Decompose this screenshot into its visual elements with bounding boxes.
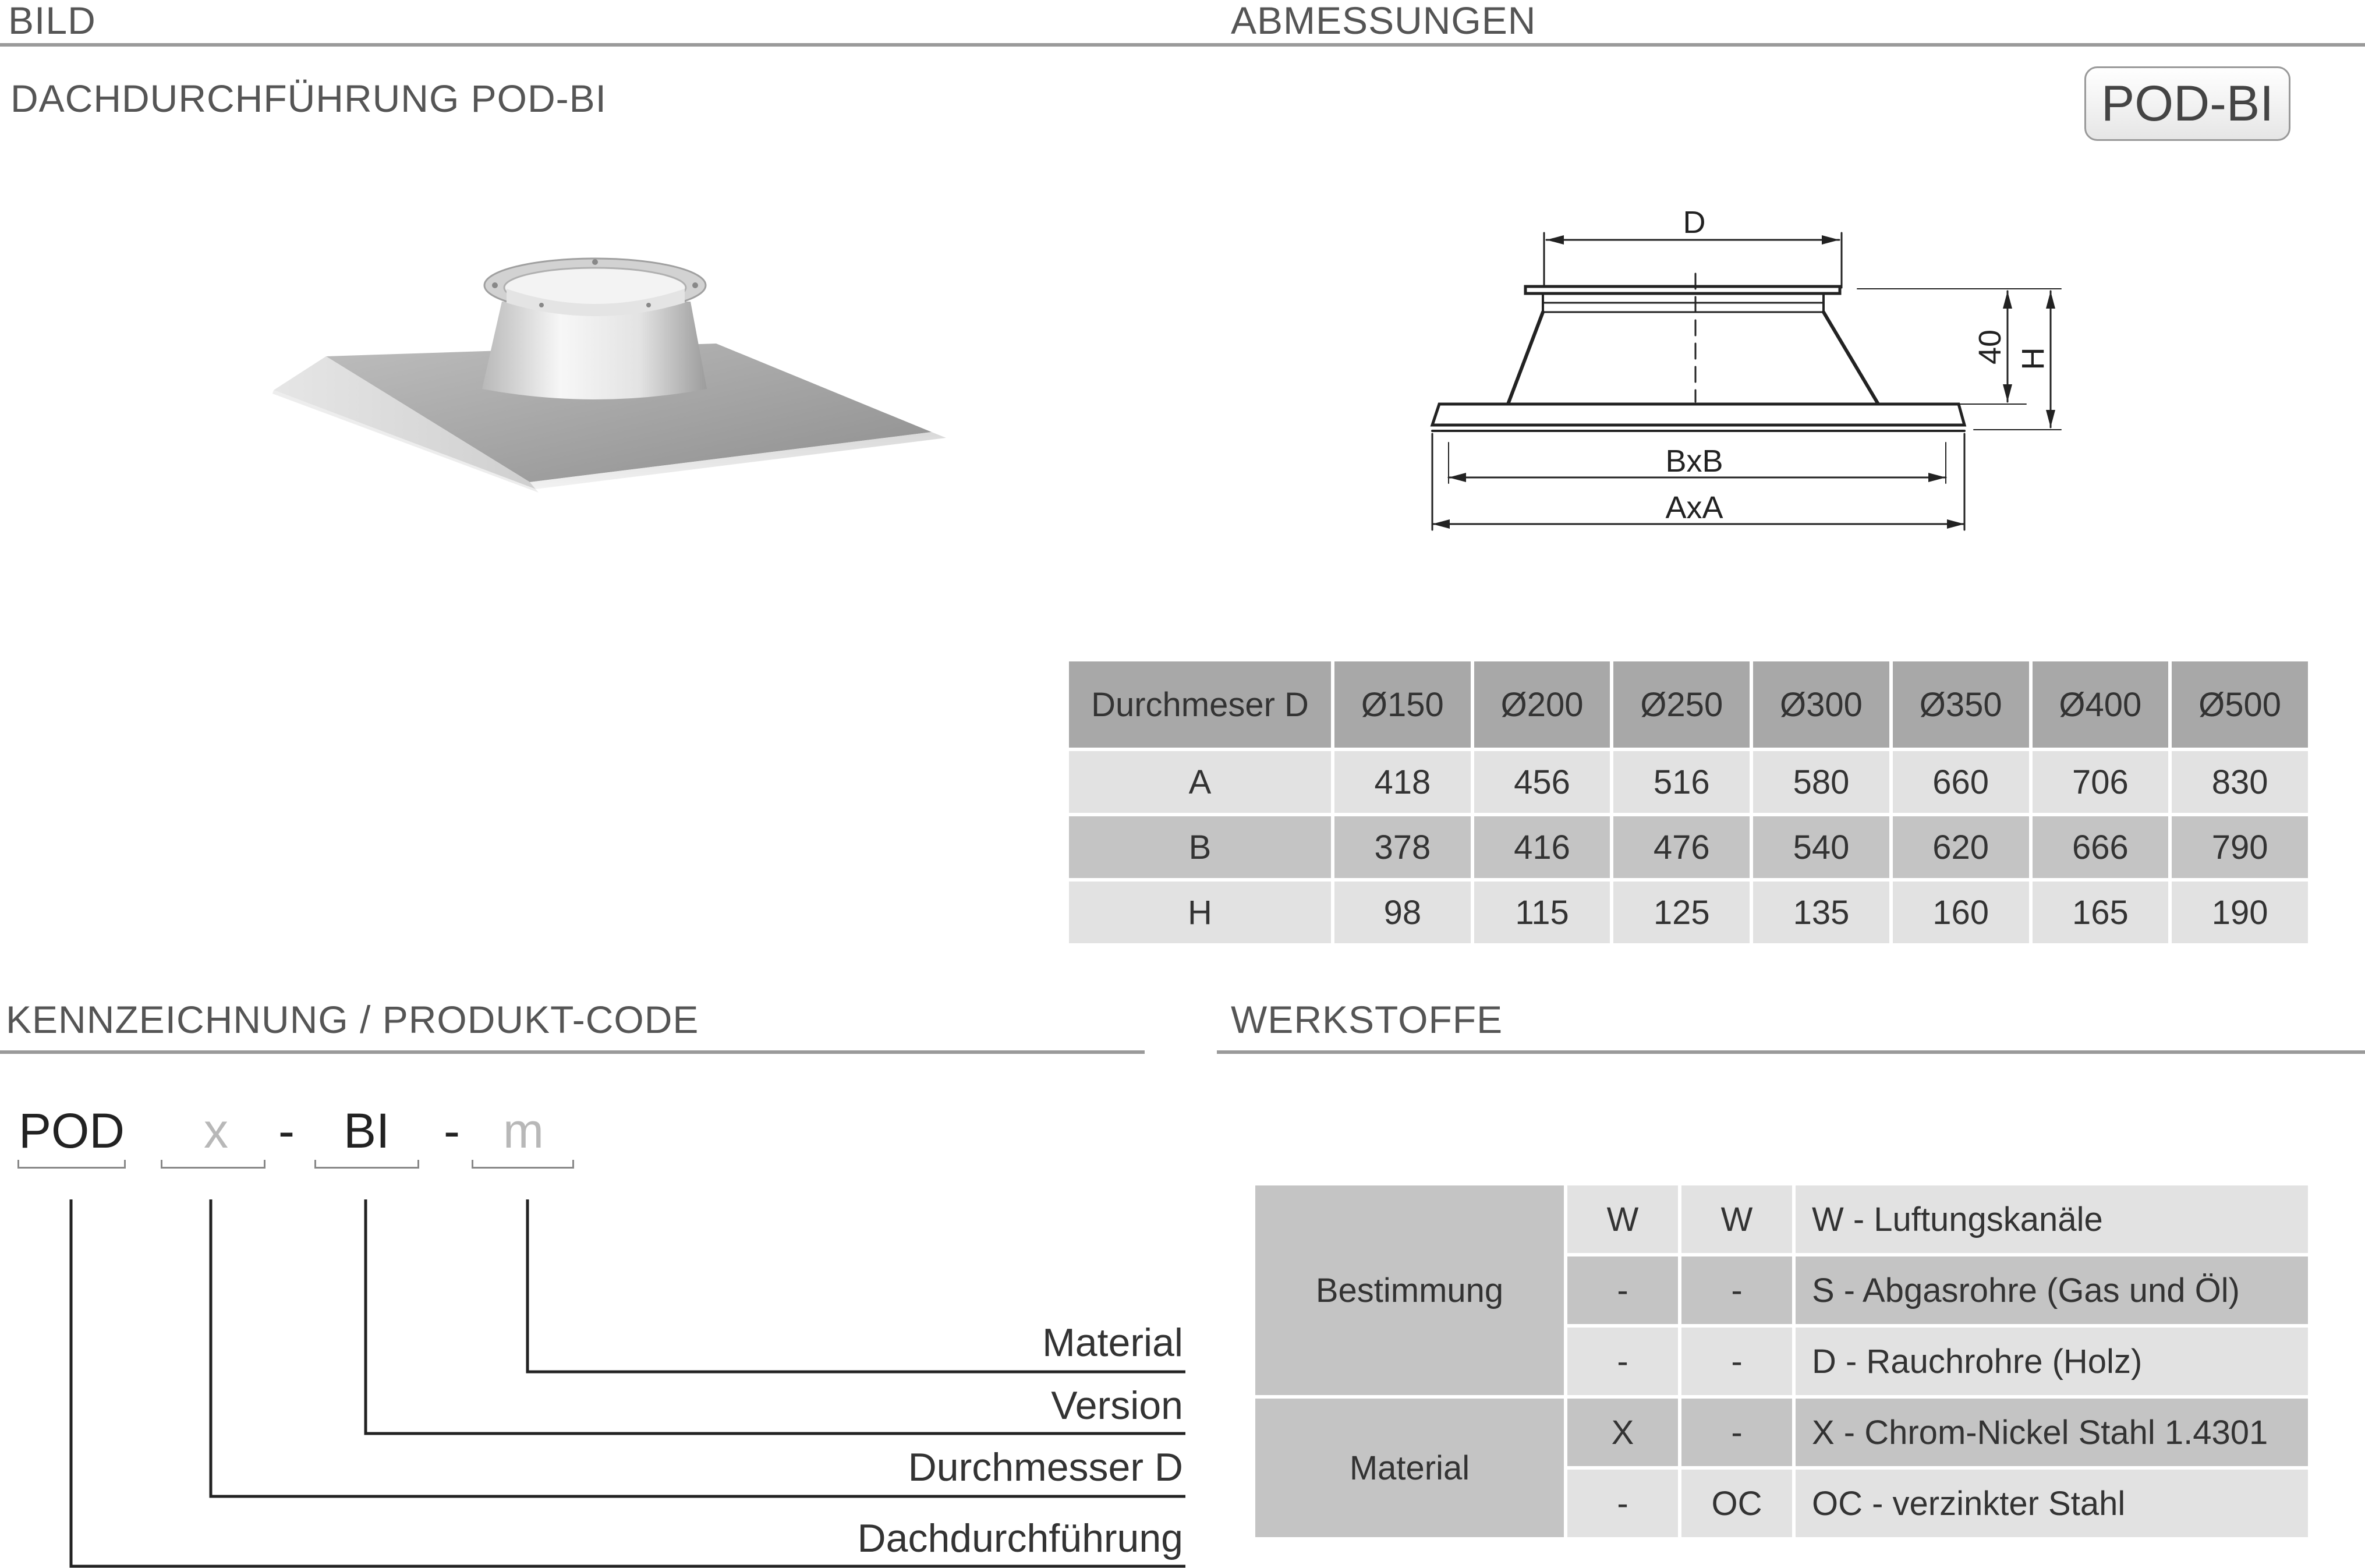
code-underline <box>472 1167 574 1169</box>
table-cell: - <box>1567 1256 1678 1324</box>
table-cell: 580 <box>1753 751 1889 813</box>
code-dash: - <box>278 1103 295 1158</box>
table-cell: 98 <box>1334 882 1471 943</box>
table-cell: 830 <box>2172 751 2308 813</box>
table-cell: D - Rauchrohre (Holz) <box>1796 1328 2308 1395</box>
section-header-abmessungen: ABMESSUNGEN <box>1231 0 1536 42</box>
code-underline-tick <box>472 1160 473 1168</box>
code-underline-tick <box>572 1160 574 1168</box>
flange-bolt <box>692 282 698 288</box>
code-underline-tick <box>314 1160 316 1168</box>
code-label-durchmesser: Durchmesser D <box>908 1445 1183 1489</box>
table-cell: S - Abgasrohre (Gas und Öl) <box>1796 1256 2308 1324</box>
table-cell: 620 <box>1893 816 2029 878</box>
table-cell: OC <box>1681 1470 1792 1537</box>
code-underline-tick <box>161 1160 162 1168</box>
section-header-kennzeichnung: KENNZEICHNUNG / PRODUKT-CODE <box>6 998 699 1041</box>
dimension-drawing <box>1415 198 2073 541</box>
dimensions-col-header: Ø150 <box>1334 661 1471 748</box>
label-d: D <box>1683 205 1706 240</box>
table-cell: 706 <box>2033 751 2169 813</box>
table-cell: OC - verzinkter Stahl <box>1796 1470 2308 1537</box>
label-bxb: BxB <box>1665 444 1723 479</box>
table-cell: 476 <box>1613 816 1750 878</box>
label-h: H <box>2016 347 2051 370</box>
dimensions-col-header: Ø400 <box>2033 661 2169 748</box>
code-label-dachdurchfuehrung: Dachdurchführung <box>857 1516 1183 1560</box>
table-cell: 418 <box>1334 751 1471 813</box>
table-cell: - <box>1681 1328 1792 1395</box>
table-cell: 790 <box>2172 816 2308 878</box>
table-cell: 378 <box>1334 816 1471 878</box>
table-cell: W <box>1567 1185 1678 1253</box>
table-cell: 660 <box>1893 751 2029 813</box>
table-cell: 666 <box>2033 816 2169 878</box>
code-underline <box>17 1167 126 1169</box>
table-cell: - <box>1567 1328 1678 1395</box>
code-bi: BI <box>344 1103 390 1158</box>
flange-bolt <box>539 303 544 307</box>
header-rule <box>0 43 2365 47</box>
table-row <box>1069 751 2308 813</box>
table-row <box>1069 816 2308 878</box>
row-label: H <box>1069 882 1331 943</box>
flange-bolt <box>492 282 498 288</box>
row-label: A <box>1069 751 1331 813</box>
table-cell: - <box>1567 1470 1678 1537</box>
code-leader-lines <box>0 1194 1199 1568</box>
dimensions-table <box>1065 658 2311 947</box>
table-cell: X <box>1567 1399 1678 1466</box>
table-cell: 190 <box>2172 882 2308 943</box>
product-badge: POD-BI <box>2084 66 2290 141</box>
code-m-placeholder: m <box>503 1103 544 1158</box>
table-cell: 125 <box>1613 882 1750 943</box>
code-x-placeholder: x <box>204 1103 228 1158</box>
flange-bolt <box>646 303 651 307</box>
code-underline <box>161 1167 265 1169</box>
code-underline-tick <box>17 1160 19 1168</box>
table-row <box>1255 1185 2308 1253</box>
product-title: DACHDURCHFÜHRUNG POD-BI <box>10 77 607 120</box>
dimensions-col-header: Ø200 <box>1474 661 1610 748</box>
table-cell: W <box>1681 1185 1792 1253</box>
dimensions-header-row <box>1069 661 2308 748</box>
table-row <box>1255 1399 2308 1466</box>
group-material: Material <box>1255 1399 1564 1537</box>
label-40: 40 <box>1973 329 2008 365</box>
product-image <box>256 245 955 501</box>
dimensions-col-header: Ø250 <box>1613 661 1750 748</box>
code-dash: - <box>444 1103 460 1158</box>
table-cell: 115 <box>1474 882 1610 943</box>
table-cell: - <box>1681 1399 1792 1466</box>
dimensions-header-label: Durchmeser D <box>1069 661 1331 748</box>
code-label-version: Version <box>1051 1383 1183 1428</box>
werkstoffe-rule <box>1217 1050 2365 1054</box>
code-underline-tick <box>124 1160 126 1168</box>
kennzeichnung-rule <box>0 1050 1145 1054</box>
table-cell: W - Luftungskanäle <box>1796 1185 2308 1253</box>
code-underline-tick <box>264 1160 265 1168</box>
table-cell: - <box>1681 1256 1792 1324</box>
table-cell: X - Chrom-Nickel Stahl 1.4301 <box>1796 1399 2308 1466</box>
section-header-werkstoffe: WERKSTOFFE <box>1231 998 1503 1041</box>
dimensions-col-header: Ø350 <box>1893 661 2029 748</box>
label-axa: AxA <box>1665 490 1723 525</box>
table-cell: 456 <box>1474 751 1610 813</box>
table-row <box>1069 882 2308 943</box>
table-cell: 540 <box>1753 816 1889 878</box>
code-pod: POD <box>19 1103 125 1158</box>
flange-bolt <box>592 259 598 265</box>
code-label-material: Material <box>1042 1321 1183 1365</box>
dimensions-col-header: Ø300 <box>1753 661 1889 748</box>
section-header-bild: BILD <box>8 0 96 42</box>
table-cell: 516 <box>1613 751 1750 813</box>
code-underline-tick <box>417 1160 419 1168</box>
row-label: B <box>1069 816 1331 878</box>
cone-body <box>482 302 707 399</box>
table-cell: 416 <box>1474 816 1610 878</box>
group-bestimmung: Bestimmung <box>1255 1185 1564 1395</box>
table-cell: 165 <box>2033 882 2169 943</box>
table-cell: 135 <box>1753 882 1889 943</box>
table-cell: 160 <box>1893 882 2029 943</box>
code-underline <box>314 1167 419 1169</box>
dimensions-col-header: Ø500 <box>2172 661 2308 748</box>
materials-table <box>1252 1182 2311 1541</box>
